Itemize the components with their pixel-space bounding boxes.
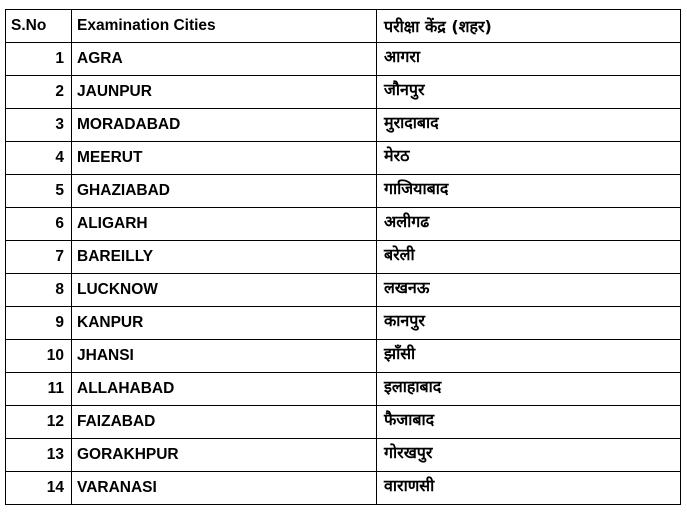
row-city-hindi: गोरखपुर: [377, 439, 681, 472]
row-sno: 13: [6, 439, 72, 472]
row-city-hindi: गाजियाबाद: [377, 175, 681, 208]
table-row: [6, 373, 681, 406]
table-row: [6, 472, 681, 505]
row-city-hindi: बरेली: [377, 241, 681, 274]
row-city-hindi: आगरा: [377, 43, 681, 76]
table-row: [6, 241, 681, 274]
header-examination-cities: Examination Cities: [72, 10, 377, 43]
table-row: [6, 76, 681, 109]
row-sno: 4: [6, 142, 72, 175]
table-header-row: [6, 10, 681, 43]
table-row: [6, 274, 681, 307]
row-city-english: GORAKHPUR: [72, 439, 377, 472]
row-sno: 10: [6, 340, 72, 373]
row-city-english: MEERUT: [72, 142, 377, 175]
header-sno: S.No: [6, 10, 72, 43]
row-city-hindi: फैजाबाद: [377, 406, 681, 439]
row-city-hindi: अलीगढ: [377, 208, 681, 241]
row-sno: 7: [6, 241, 72, 274]
row-sno: 5: [6, 175, 72, 208]
table-row: [6, 142, 681, 175]
table-row: [6, 175, 681, 208]
row-city-english: LUCKNOW: [72, 274, 377, 307]
row-sno: 9: [6, 307, 72, 340]
row-sno: 8: [6, 274, 72, 307]
row-city-english: VARANASI: [72, 472, 377, 505]
table-row: [6, 340, 681, 373]
row-city-hindi: मेरठ: [377, 142, 681, 175]
table-row: [6, 208, 681, 241]
row-city-hindi: झाँसी: [377, 340, 681, 373]
table-row: [6, 43, 681, 76]
row-city-english: JHANSI: [72, 340, 377, 373]
row-city-english: GHAZIABAD: [72, 175, 377, 208]
table-body: [6, 43, 681, 505]
table-row: [6, 109, 681, 142]
table-row: [6, 307, 681, 340]
row-city-english: MORADABAD: [72, 109, 377, 142]
row-sno: 1: [6, 43, 72, 76]
exam-cities-table-container: [5, 9, 681, 505]
row-sno: 11: [6, 373, 72, 406]
row-city-english: KANPUR: [72, 307, 377, 340]
header-hindi-exam-centre: परीक्षा केंद्र (शहर): [377, 10, 681, 43]
row-city-hindi: इलाहाबाद: [377, 373, 681, 406]
row-city-english: AGRA: [72, 43, 377, 76]
row-city-hindi: लखनऊ: [377, 274, 681, 307]
row-city-hindi: कानपुर: [377, 307, 681, 340]
row-city-english: BAREILLY: [72, 241, 377, 274]
row-city-hindi: मुरादाबाद: [377, 109, 681, 142]
table-row: [6, 406, 681, 439]
row-city-english: ALIGARH: [72, 208, 377, 241]
row-city-english: ALLAHABAD: [72, 373, 377, 406]
row-sno: 14: [6, 472, 72, 505]
row-sno: 2: [6, 76, 72, 109]
row-city-english: JAUNPUR: [72, 76, 377, 109]
row-sno: 12: [6, 406, 72, 439]
row-city-hindi: जौनपुर: [377, 76, 681, 109]
row-sno: 3: [6, 109, 72, 142]
table-row: [6, 439, 681, 472]
row-sno: 6: [6, 208, 72, 241]
exam-cities-table: [5, 9, 681, 505]
row-city-hindi: वाराणसी: [377, 472, 681, 505]
row-city-english: FAIZABAD: [72, 406, 377, 439]
